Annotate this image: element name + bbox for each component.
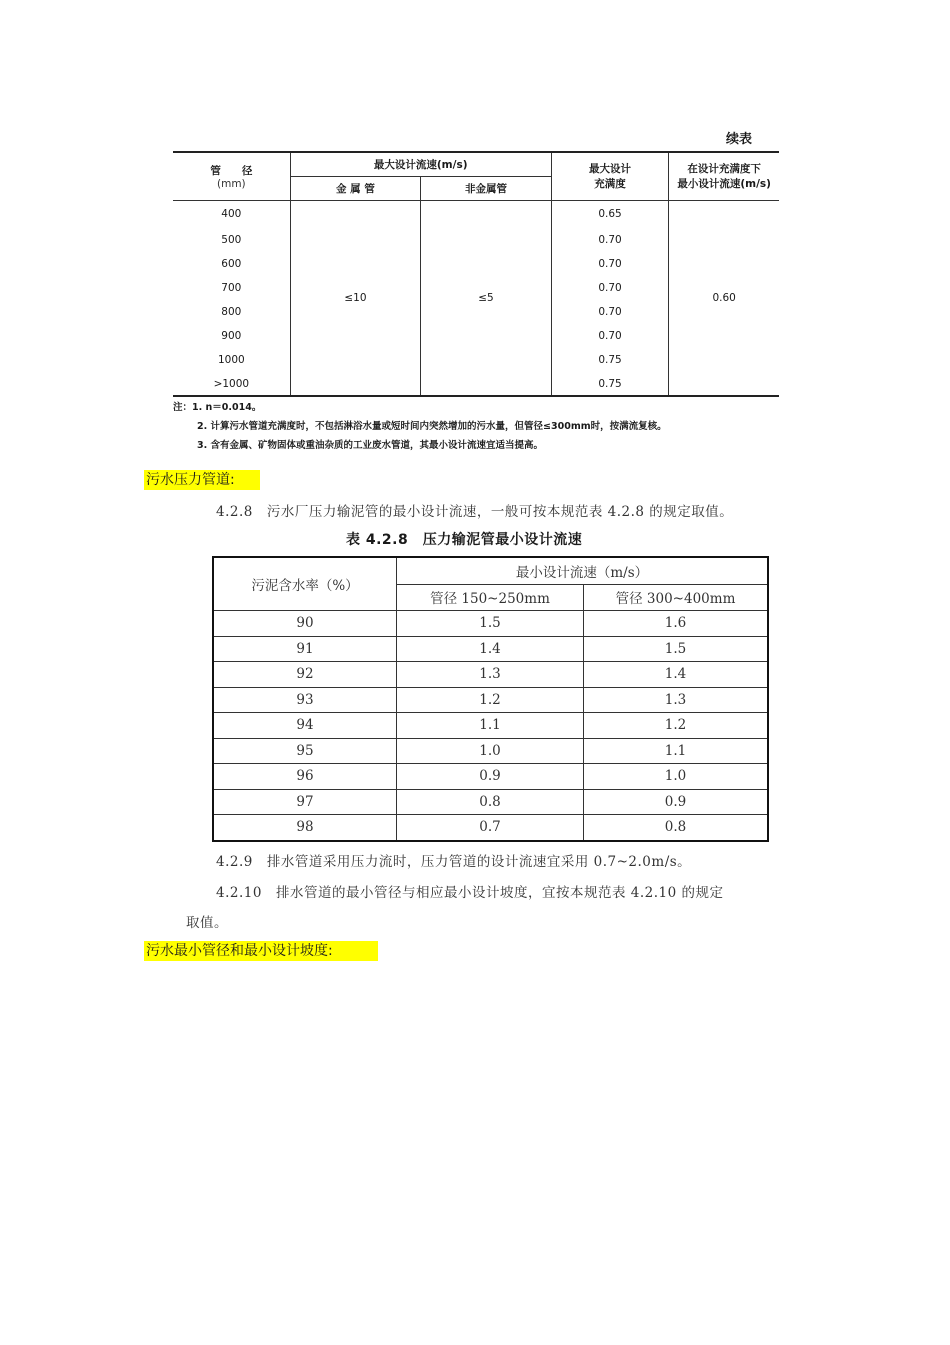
note-2: 2. 计算污水管道充满度时，不包括淋浴水量或短时间内突然增加的污水量，但管径≤300mm时，按满流复核。 (197, 421, 667, 432)
min-velocity-group-header: 最小设计流速（m/s） (397, 557, 769, 584)
table-row (213, 713, 768, 739)
velocity-150-250-cell: 1.1 (397, 713, 584, 739)
highlight-heading-pressure-pipe: 污水压力管道: (144, 470, 260, 490)
diameter-cell: 700 (221, 282, 242, 294)
table-row (213, 789, 768, 815)
moisture-cell: 98 (213, 815, 397, 841)
diameter-cell: 500 (221, 234, 242, 246)
velocity-150-250-cell: 1.2 (397, 687, 584, 713)
note-3: 3. 含有金属、矿物固体或重油杂质的工业废水管道，其最小设计流速宜适当提高。 (197, 440, 544, 451)
max-velocity-header: 最大设计流速(m/s) (290, 152, 551, 176)
moisture-cell: 95 (213, 738, 397, 764)
clause-4-2-9: 4.2.9 排水管道采用压力流时，压力管道的设计流速宜采用 0.7~2.0m/s。 (216, 854, 692, 870)
velocity-300-400-cell: 1.4 (584, 662, 769, 688)
velocity-150-250-cell: 0.8 (397, 789, 584, 815)
clause-4-2-10: 4.2.10 排水管道的最小管径与相应最小设计坡度，宜按本规范表 4.2.10 的规定 (216, 885, 724, 901)
sludge-velocity-table (212, 556, 769, 842)
moisture-cell: 97 (213, 789, 397, 815)
moisture-cell: 92 (213, 662, 397, 688)
max-fill-cell: 0.70 (551, 228, 669, 252)
clause-4-2-10-cont: 取值。 (186, 915, 228, 931)
table-row (213, 611, 768, 637)
diameter-cell: 900 (221, 330, 242, 342)
velocity-300-400-cell: 1.1 (584, 738, 769, 764)
diameter-header: 管 径 (mm) (173, 152, 290, 200)
table-notes (173, 398, 667, 455)
moisture-cell: 96 (213, 764, 397, 790)
table-row (213, 687, 768, 713)
continued-velocity-table (173, 151, 779, 397)
max-fill-cell: 0.70 (551, 276, 669, 300)
min-velocity-cell: 0.60 (669, 200, 779, 396)
diameter-150-250-header: 管径 150~250mm (397, 584, 584, 611)
table-row (173, 200, 779, 228)
nonmetal-pipe-header: 非金属管 (421, 176, 552, 200)
velocity-300-400-cell: 1.6 (584, 611, 769, 637)
diameter-cell: 800 (221, 306, 242, 318)
velocity-150-250-cell: 0.7 (397, 815, 584, 841)
velocity-150-250-cell: 1.5 (397, 611, 584, 637)
metal-velocity-cell: ≤10 (290, 200, 421, 396)
metal-pipe-header: 金 属 管 (290, 176, 421, 200)
max-fill-header: 最大设计 充满度 (551, 152, 669, 200)
min-velocity-header: 在设计充满度下 最小设计流速(m/s) (669, 152, 779, 200)
diameter-300-400-header: 管径 300~400mm (584, 584, 769, 611)
velocity-150-250-cell: 0.9 (397, 764, 584, 790)
nonmetal-velocity-cell: ≤5 (421, 200, 552, 396)
max-fill-cell: 0.70 (551, 324, 669, 348)
velocity-300-400-cell: 1.2 (584, 713, 769, 739)
moisture-cell: 91 (213, 636, 397, 662)
velocity-300-400-cell: 1.5 (584, 636, 769, 662)
table-caption-4-2-8: 表 4.2.8 压力输泥管最小设计流速 (346, 532, 583, 548)
max-fill-cell: 0.75 (551, 372, 669, 396)
velocity-300-400-cell: 0.8 (584, 815, 769, 841)
diameter-cell: >1000 (173, 372, 290, 396)
max-fill-cell: 0.65 (551, 200, 669, 228)
moisture-cell: 94 (213, 713, 397, 739)
table-row (213, 636, 768, 662)
velocity-300-400-cell: 1.3 (584, 687, 769, 713)
velocity-150-250-cell: 1.4 (397, 636, 584, 662)
diameter-cell: 1000 (217, 354, 245, 366)
velocity-150-250-cell: 1.3 (397, 662, 584, 688)
note-1: 注：1. n＝0.014。 (173, 402, 262, 413)
table-row (213, 662, 768, 688)
table-row (213, 764, 768, 790)
max-fill-cell: 0.70 (551, 300, 669, 324)
diameter-cell: 600 (221, 258, 242, 270)
velocity-300-400-cell: 0.9 (584, 789, 769, 815)
moisture-header: 污泥含水率（%） (213, 557, 397, 611)
table-row (213, 738, 768, 764)
highlight-heading-min-diameter: 污水最小管径和最小设计坡度: (144, 941, 378, 961)
diameter-cell: 400 (173, 200, 290, 228)
moisture-cell: 90 (213, 611, 397, 637)
table-row (213, 815, 768, 841)
moisture-cell: 93 (213, 687, 397, 713)
max-fill-cell: 0.70 (551, 252, 669, 276)
continued-label: 续表 (726, 132, 753, 147)
clause-4-2-8: 4.2.8 污水厂压力输泥管的最小设计流速，一般可按本规范表 4.2.8 的规定取值。 (216, 504, 734, 520)
velocity-300-400-cell: 1.0 (584, 764, 769, 790)
velocity-150-250-cell: 1.0 (397, 738, 584, 764)
max-fill-cell: 0.75 (551, 348, 669, 372)
